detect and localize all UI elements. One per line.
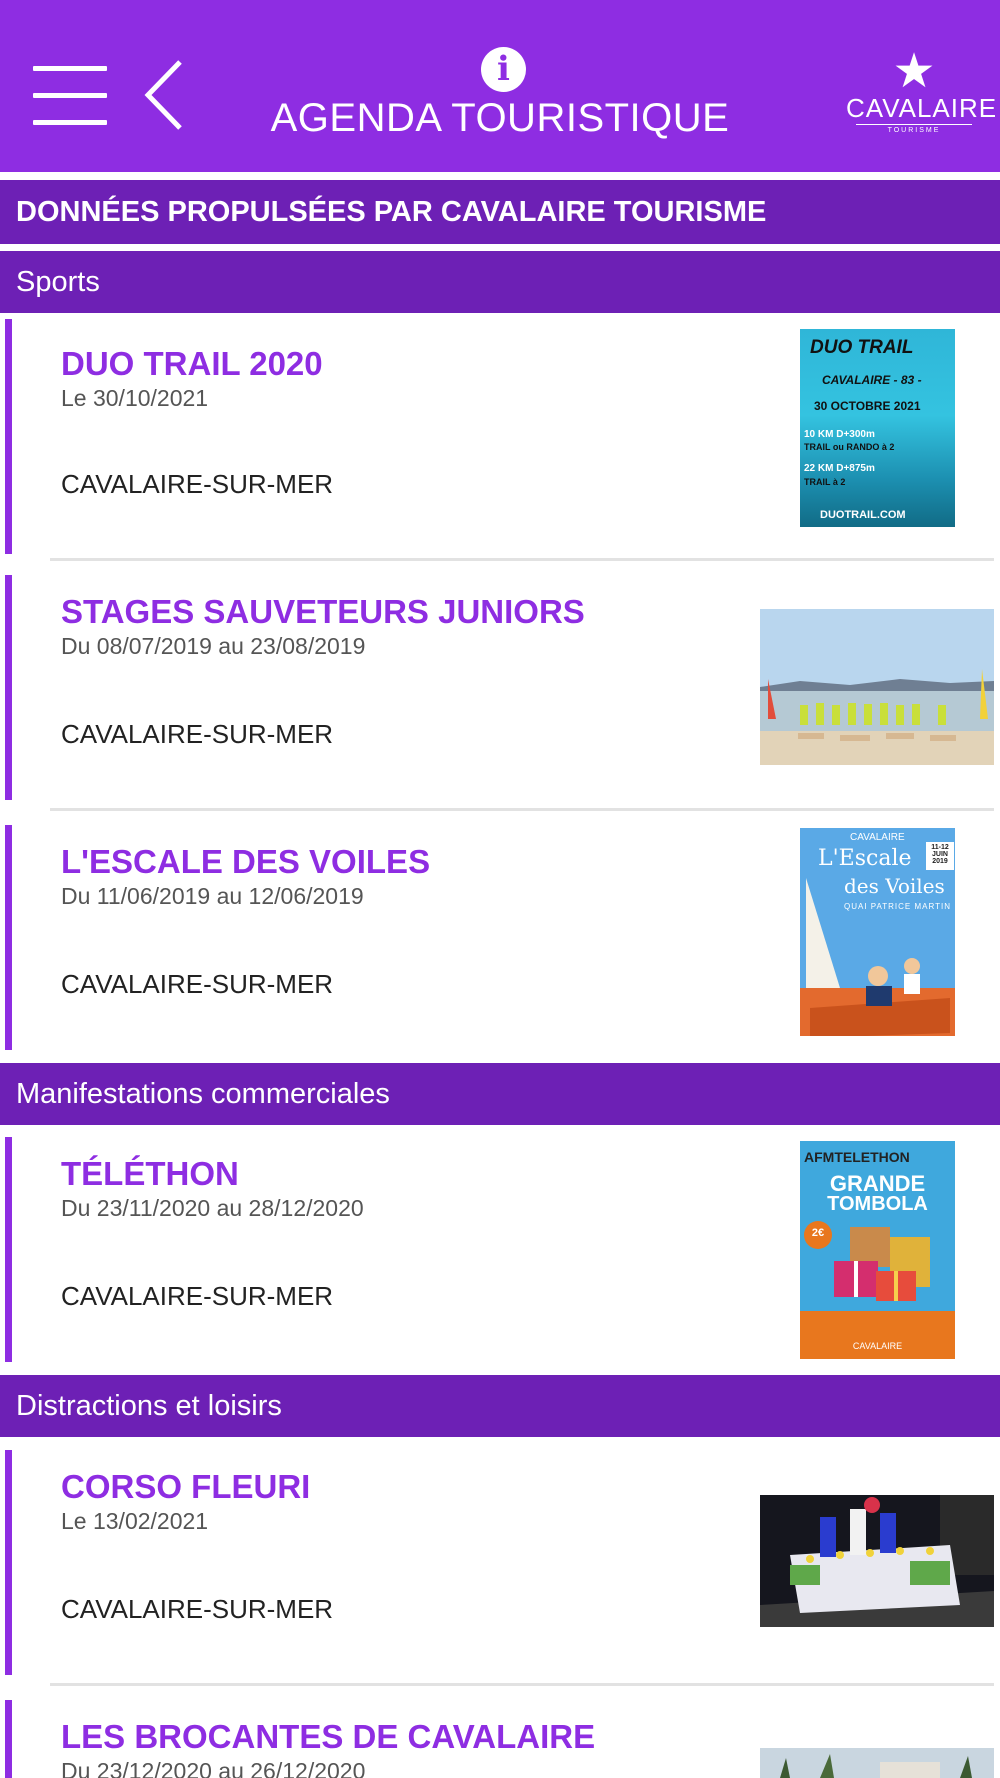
event-city: CAVALAIRE-SUR-MER [61,1594,334,1624]
category-header-sports: Sports [0,251,1000,313]
event-title: LES BROCANTES DE CAVALAIRE [61,1718,596,1755]
category-header-manifestations-commerciales: Manifestations commerciales [0,1063,1000,1125]
card-divider [50,808,994,811]
card-accent-bar [5,1450,12,1675]
card-accent-bar [5,1137,12,1362]
card-accent-bar [5,319,12,554]
event-city: CAVALAIRE-SUR-MER [61,969,334,999]
logo-subtext: TOURISME [856,124,972,134]
card-divider [50,1683,994,1686]
powered-by-banner: DONNÉES PROPULSÉES PAR CAVALAIRE TOURISME [0,180,1000,244]
event-city: CAVALAIRE-SUR-MER [61,1281,334,1311]
event-title: STAGES SAUVETEURS JUNIORS [61,593,585,630]
card-divider [50,558,994,561]
event-title: DUO TRAIL 2020 [61,345,323,382]
card-accent-bar [5,575,12,800]
category-header-distractions-et-loisirs: Distractions et loisirs [0,1375,1000,1437]
event-date: Le 30/10/2021 [61,385,209,411]
event-poster-image: AFMTELETHON GRANDE TOMBOLA 2€ CAVALAIRE [800,1141,955,1359]
event-card-brocantes-de-cavalaire[interactable] [0,1700,1000,1778]
event-title: TÉLÉTHON [61,1155,239,1192]
event-card-corso-fleuri[interactable] [0,1450,1000,1675]
beach-group-photo [760,609,994,765]
night-parade-float-photo [760,1495,994,1627]
starfish-logo-icon: ★ [892,45,936,98]
card-accent-bar [5,825,12,1050]
event-card-stages-sauveteurs-juniors[interactable] [0,575,1000,800]
app-header [0,0,1000,172]
event-date: Du 23/12/2020 au 26/12/2020 [61,1758,366,1778]
palm-trees-photo [760,1748,994,1778]
event-title: CORSO FLEURI [61,1468,311,1505]
cavalaire-logo[interactable] [846,45,998,138]
event-poster-image: DUO TRAIL CAVALAIRE - 83 - 30 OCTOBRE 2021 10 KM D+300m TRAIL ou RANDO à 2 22 KM D+875m TRAIL à 2 DUOTRAIL.COM [800,329,955,545]
event-date: Le 13/02/2021 [61,1508,209,1534]
event-card-telethon[interactable] [0,1137,1000,1362]
event-date: Du 23/11/2020 au 28/12/2020 [61,1195,364,1221]
menu-icon[interactable] [33,66,107,126]
info-icon[interactable]: i [481,47,526,92]
logo-text: CAVALAIRE [846,93,998,123]
event-poster-image: CAVALAIRE 11-12 JUIN 2019 L'Escale des Voiles QUAI PATRICE MARTIN [800,828,955,1046]
event-city: CAVALAIRE-SUR-MER [61,719,334,749]
back-chevron-icon[interactable] [140,58,190,132]
event-card-escale-des-voiles[interactable] [0,825,1000,1050]
event-city: CAVALAIRE-SUR-MER [61,469,334,499]
card-accent-bar [5,1700,12,1778]
event-date: Du 08/07/2019 au 23/08/2019 [61,633,366,659]
event-card-duo-trail[interactable] [0,319,1000,554]
event-date: Du 11/06/2019 au 12/06/2019 [61,883,364,909]
page-title: AGENDA TOURISTIQUE [270,96,730,140]
event-title: L'ESCALE DES VOILES [61,843,431,880]
